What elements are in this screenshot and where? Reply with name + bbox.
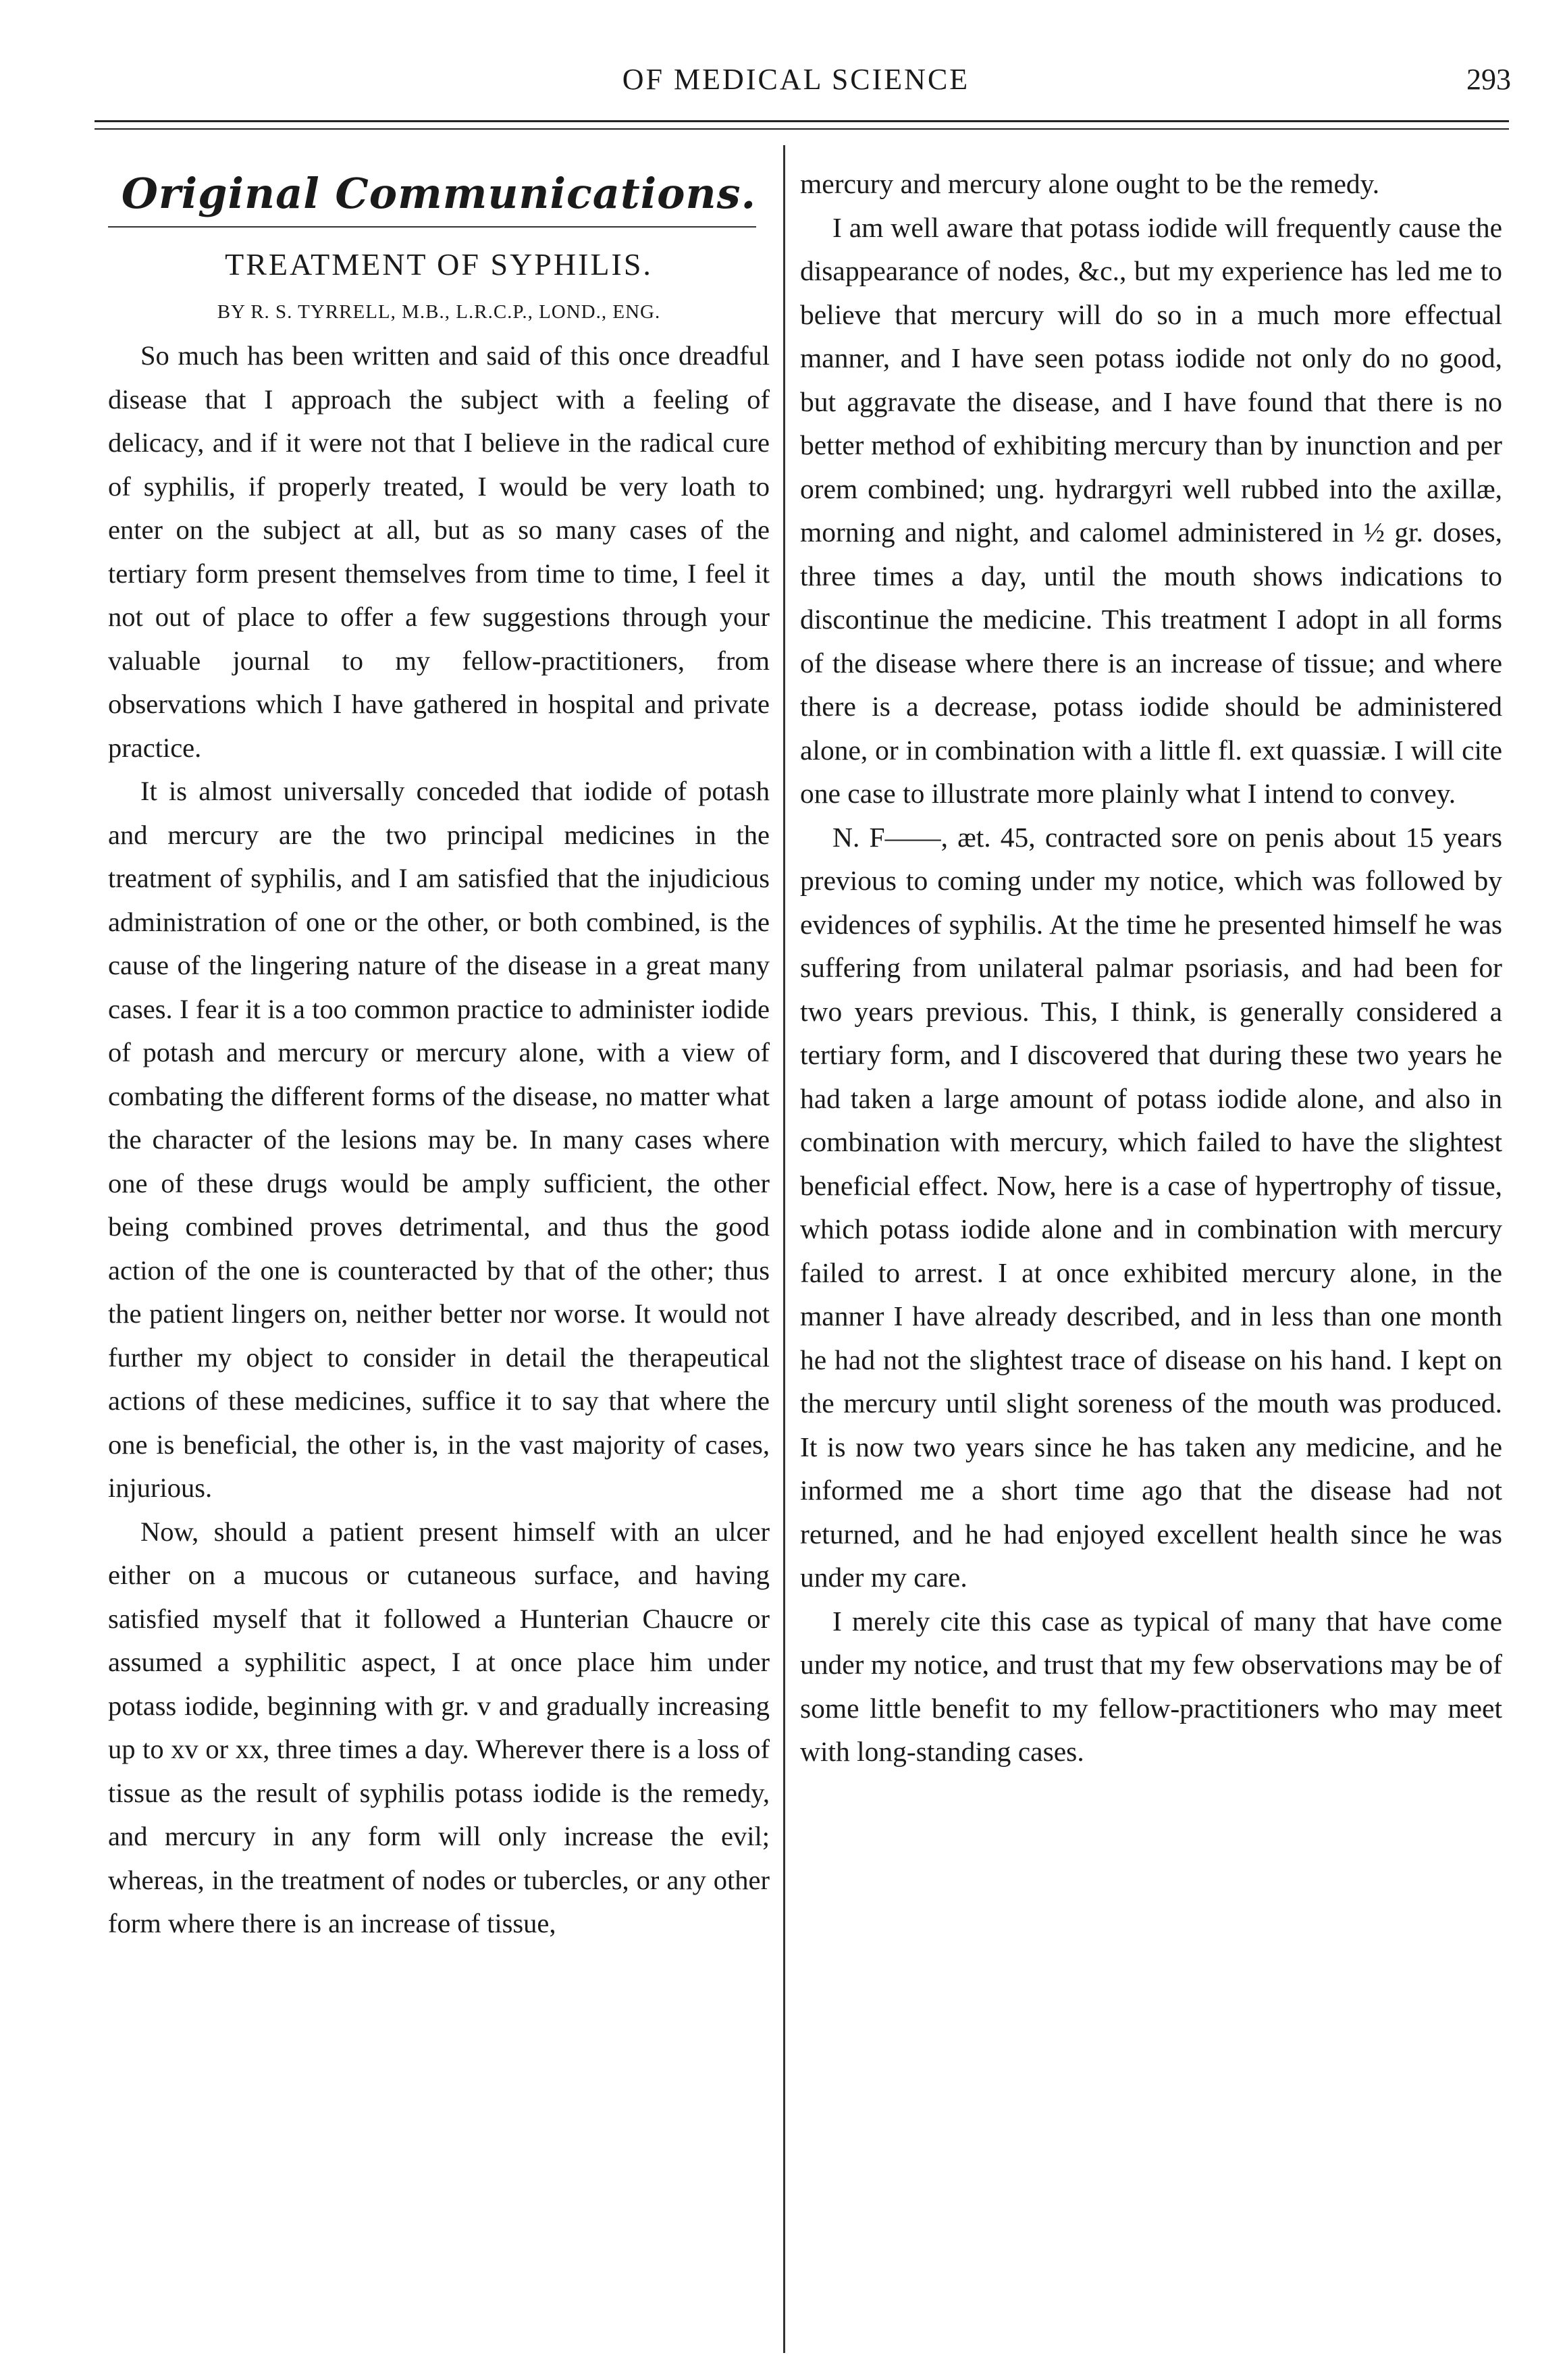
paragraph-continued: mercury and mercury alone ought to be the remedy.	[800, 168, 1380, 199]
running-title: OF MEDICAL SCIENCE	[622, 63, 970, 96]
paragraph: N. F——, æt. 45, contracted sore on penis about 15 years previous to coming under my notice, which was followed by evidences of syphilis. At the time he presented himself he was suffering from unilateral palmar psoriasis, and had been for two years previous. This, I think, is generally considered a tertiary form, and I discovered that during these two years he had taken a large amount of potass iodide alone, and also in combination with mercury, which failed to have the slightest beneficial effect. Now, here is a case of hypertrophy of tissue, which potass iodide alone and in combination with mercury failed to arrest. I at once exhibited mercury alone, in the manner I have already described, and in less than one month he had not the slightest trace of disease on his hand. I kept on the mercury until slight soreness of the mouth was produced. It is now two years since he has taken any medicine, and he informed me a short time ago that the disease had not returned, and he had enjoyed excellent health since he was under my care.	[800, 821, 1502, 1593]
paragraph: Now, should a patient present himself with an ulcer either on a mucous or cutaneous surface, and having satisfied myself that it followed a Hunterian Chaucre or assumed a syphilitic aspect, I at once place him under potass iodide, beginning with gr. v and gradually increasing up to xv or xx, three times a day. Wherever there is a loss of tissue as the result of syphilis potass iodide is the remedy, and mercury in any form will only increase the evil; whereas, in the treatment of nodes or tubercles, or any other form where there is an increase of tissue,	[108, 1516, 770, 1938]
section-heading: Original Communications.	[121, 169, 757, 218]
paragraph: I merely cite this case as typical of many that have come under my notice, and trust that my few observations may be of some little benefit to my fellow-practitioners who may meet with long-standing cases.	[800, 1605, 1502, 1767]
header-rule-top	[95, 120, 1509, 122]
page-number: 293	[1466, 63, 1511, 96]
article-title: TREATMENT OF SYPHILIS.	[225, 247, 653, 282]
running-head	[81, 62, 1511, 109]
column-divider	[783, 145, 785, 2353]
paragraph: So much has been written and said of this once dreadful disease that I approach the subject with a feeling of delicacy, and if it were not that I believe in the radical cure of syphilis, if properly treated, I would be very loath to enter on the subject at all, but as so many cases of the tertiary form present themselves from time to time, I feel it not out of place to offer a few suggestions through your valuable journal to my fellow-practitioners, from observations which I have gathered in hospital and private practice.	[108, 340, 770, 763]
paragraph: I am well aware that potass iodide will frequently cause the disappearance of nodes, &c., but my experience has led me to believe that mercury will do so in a much more effectual manner, and I have seen potass iodide not only do no good, but aggravate the disease, and I have found that there is no better method of exhibiting mercury than by inunction and per orem combined; ung. hydrargyri well rubbed into the axillæ, morning and night, and calomel administered in ½ gr. doses, three times a day, until the mouth shows indications to discontinue the medicine. This treatment I adopt in all forms of the disease where there is an increase of tissue; and where there is a decrease, potass iodide should be administered alone, or in combination with a little fl. ext quassiæ. I will cite one case to illustrate more plainly what I intend to convey.	[800, 211, 1502, 809]
left-column	[108, 162, 770, 1946]
right-column	[800, 162, 1502, 1774]
header-rule-bottom	[95, 128, 1509, 130]
author-byline: BY R. S. TYRRELL, M.B., L.R.C.P., LOND., ENG.	[217, 301, 661, 323]
section-heading-rule	[108, 226, 756, 228]
paragraph: It is almost universally conceded that iodide of potash and mercury are the two principal medicines in the treatment of syphilis, and I am satisfied that the injudicious administration of one or the other, or both combined, is the cause of the lingering nature of the disease in a great many cases. I fear it is a too common practice to administer iodide of potash and mercury or mercury alone, with a view of combating the different forms of the disease, no matter what the character of the lesions may be. In many cases where one of these drugs would be amply sufficient, the other being combined proves detrimental, and thus the good action of the one is counteracted by that of the other; thus the patient lingers on, neither better nor worse. It would not further my object to consider in detail the therapeutical actions of these medicines, suffice it to say that where the one is beneficial, the other is, in the vast majority of cases, injurious.	[108, 776, 770, 1503]
